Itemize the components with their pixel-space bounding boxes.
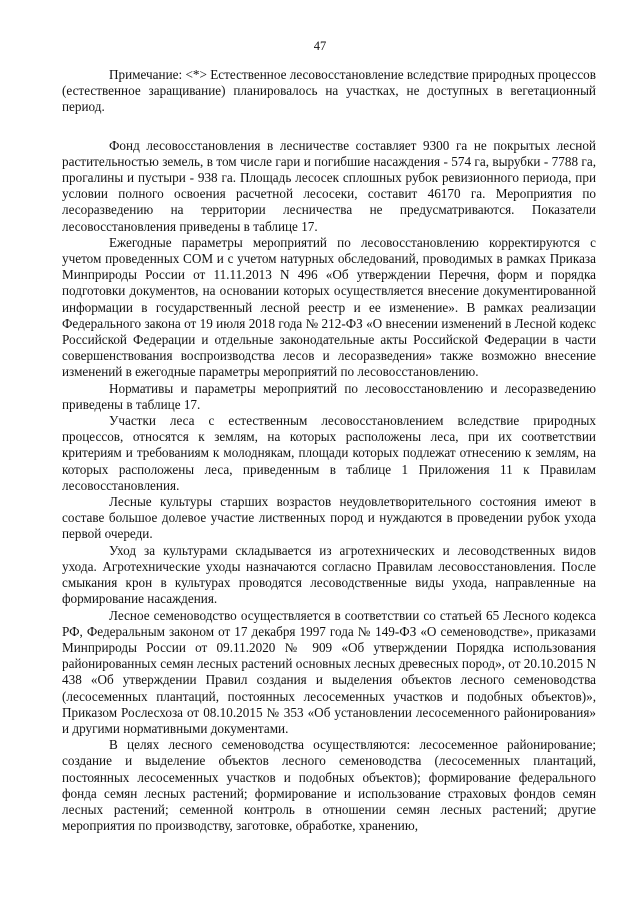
body-paragraph: Фонд лесовосстановления в лесничестве составляет 9300 га не покрытых лесной растительностью земель, в том числе гари и погибшие насаждения - 574 га, вырубки - 7788 га, прогалины и пустыри - 938 га. Площадь лесосек сплошных рубок ревизионного периода, при условии полного освоения расчетной лесосеки, составит 46170 га. Мероприятия по лесоразведению на территории лесничества не предусматриваются. Показатели лесовосстановления приведены в таблице 17. — [62, 137, 596, 234]
body-paragraph: Лесное семеноводство осуществляется в соответствии со статьей 65 Лесного кодекса РФ, Федеральным законом от 17 декабря 1997 года № 149-ФЗ «О семеноводстве», приказами Минприроды России от 09.11.2020 № 909 «Об утверждении Порядка использования районированных семян лесных растений основных лесных древесных пород», от 20.10.2015 N 438 «Об утверждении Правил создания и выделения объектов лесного семеноводства (лесосеменных плантаций, постоянных лесосеменных участков и подобных объектов)», Приказом Рослесхоза от 08.10.2015 № 353 «Об установлении лесосеменного районирования» и другими нормативными документами. — [62, 607, 596, 736]
page-number: 47 — [313, 39, 327, 53]
body-paragraph: В целях лесного семеноводства осуществляются: лесосеменное районирование; создание и выделение объектов лесного семеноводства (лесосеменных плантаций, постоянных лесосеменных участков и подобных объектов); формирование федерального фонда семян лесных растений; формирование и использование страховых фондов семян лесных растений; семенной контроль в отношении семян лесных растений; другие мероприятия по производству, заготовке, обработке, хранению, — [62, 737, 596, 834]
body-paragraph: Нормативы и параметры мероприятий по лесовосстановлению и лесоразведению приведены в таблице 17. — [62, 380, 596, 412]
body-paragraph: Лесные культуры старших возрастов неудовлетворительного состояния имеют в составе большое долевое участие лиственных пород и нуждаются в проведении рубок ухода первой очереди. — [62, 494, 596, 542]
body-paragraph: Ежегодные параметры мероприятий по лесовосстановлению корректируются с учетом проведенных СОМ и с учетом натурных обследований, проводимых в рамках Приказа Минприроды России от 11.11.2013 N 496 «Об утверждении Перечня, форм и порядка подготовки документов, на основании которых осуществляется внесение документированной информации в государственный лесной реестр и ее изменение». В рамках реализации Федерального закона от 19 июля 2018 года № 212-ФЗ «О внесении изменений в Лесной кодекс Российской Федерации и отдельные законодательные акты Российской Федерации в части совершенствования воспроизводства лесов и лесоразведения» также возможно внесение изменений в ежегодные параметры мероприятий по лесовосстановлению. — [62, 234, 596, 380]
page-body — [62, 67, 596, 834]
body-paragraph: Уход за культурами складывается из агротехнических и лесоводственных видов ухода. Агротехнические уходы назначаются согласно Правилам лесовосстановления. После смыкания крон в культурах проводятся лесоводственные виды ухода, направленные на формирование насаждения. — [62, 542, 596, 607]
note-paragraph: Примечание: <*> Естественное лесовосстановление вследствие природных процессов (естественное заращивание) планировалось на участках, не доступных в вегетационный период. — [62, 67, 596, 115]
paragraph-gap — [62, 116, 596, 138]
body-paragraph: Участки леса с естественным лесовосстановлением вследствие природных процессов, относятся к землям, на которых расположены леса, при их соответствии критериям и требованиям к молоднякам, площади которых подлежат отнесению к землям, на которых расположены леса, приведенным в таблице 1 Приложения 11 к Правилам лесовосстановления. — [62, 413, 596, 493]
